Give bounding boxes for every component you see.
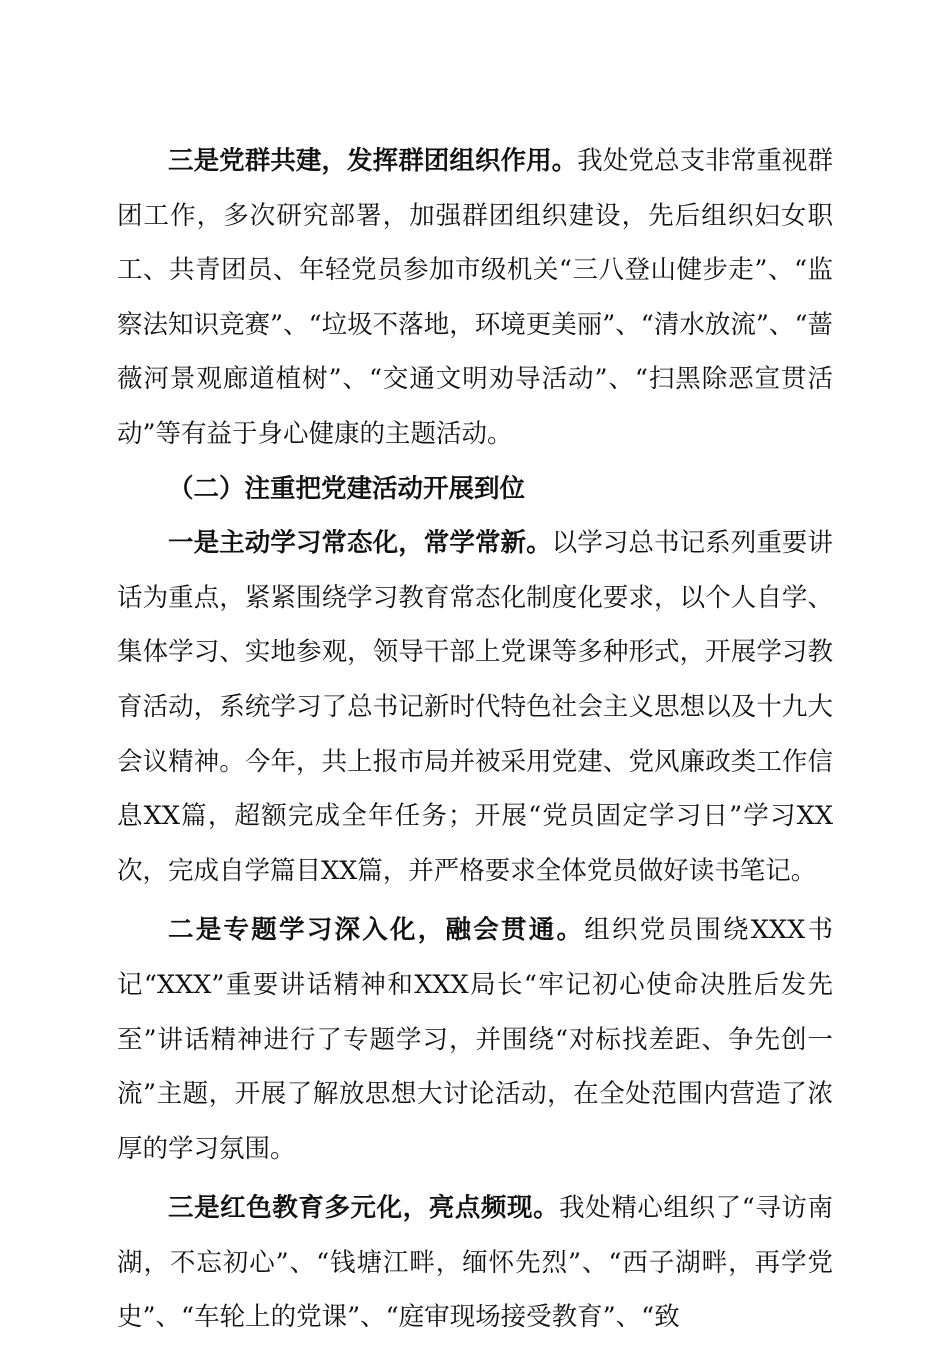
paragraph-text: 以学习总书记系列重要讲话为重点，紧紧围绕学习教育常态化制度化要求，以个人自学、集体学习、实地参观，领导干部上党课等多种形式，开展学习教育活动，系统学习了总书记新时代特色社会主义思想以及十九大会议精神。今年，共上报市局并被采用党建、党风廉政类工作信息XX篇，超额完成全年任务；开展“党员固定学习日”学习XX次，完成自学篇目XX篇，并严格要求全体党员做好读书笔记。: [117, 528, 833, 886]
paragraph-text: 我处党总支非常重视群团工作，多次研究部署，加强群团组织建设，先后组织妇女职工、共青团员、年轻党员参加市级机关“三八登山健步走”、“监察法知识竞赛”、“垃圾不落地，环境更美丽”、“清水放流”、“蔷薇河景观廊道植树”、“交通文明劝导活动”、“扫黑除恶宣贯活动”等有益于身心健康的主题活动。: [117, 146, 833, 449]
paragraph-lead: 三是红色教育多元化，亮点频现。: [168, 1193, 560, 1224]
paragraph-text: 组织党员围绕XXX书记“XXX”重要讲话精神和XXX局长“牢记初心使命决胜后发先至”讲话精神进行了专题学习，并围绕“对标找差距、争先创一流”主题，开展了解放思想大讨论活动，在全处范围内营造了浓厚的学习氛围。: [117, 915, 833, 1164]
paragraph-thematic-study: [117, 903, 833, 1176]
paragraph-text: 我处精心组织了“寻访南湖，不忘初心”、“钱塘江畔，缅怀先烈”、“西子湖畔，再学党史”、“车轮上的党课”、“庭审现场接受教育”、“致: [117, 1193, 833, 1333]
paragraph-party-mass-building: [117, 134, 833, 462]
paragraph-lead: 二是专题学习深入化，融会贯通。: [168, 915, 585, 946]
paragraph-lead: 三是党群共建，发挥群团组织作用。: [168, 146, 578, 176]
paragraph-red-education: [117, 1181, 833, 1345]
paragraph-regular-study: [117, 516, 833, 898]
document-page: [117, 134, 833, 1345]
section-heading: （二）注重把党建活动开展到位: [168, 473, 526, 504]
paragraph-lead: 一是主动学习常态化，常学常新。: [168, 528, 552, 559]
